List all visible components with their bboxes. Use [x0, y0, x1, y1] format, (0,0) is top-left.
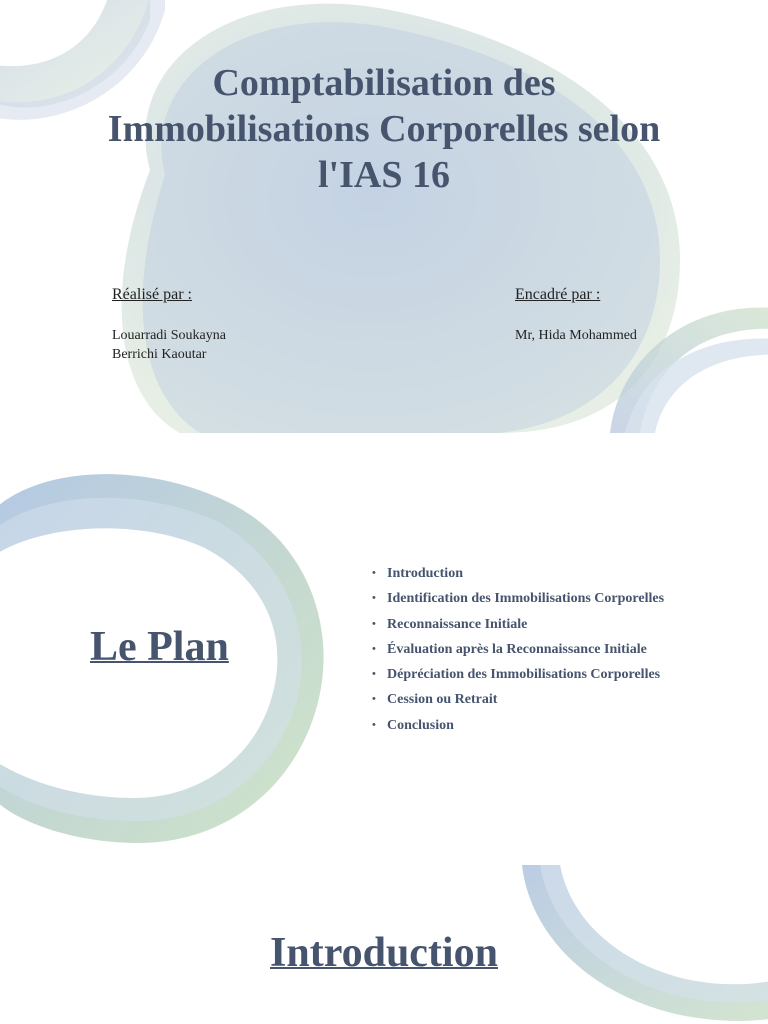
- slide-title-page: [0, 0, 768, 433]
- bullet-icon: •: [372, 718, 376, 731]
- bullet-icon: •: [372, 567, 376, 579]
- authors-label: Réalisé par :: [112, 286, 192, 303]
- introduction-title: Introduction: [270, 930, 498, 976]
- authors-list: [112, 326, 226, 364]
- author-name: Berrichi Kaoutar: [112, 347, 207, 362]
- plan-item-label: Cession ou Retrait: [387, 692, 498, 708]
- plan-item: [372, 586, 664, 611]
- title-line: Comptabilisation des: [212, 62, 556, 104]
- bullet-icon: •: [372, 693, 376, 706]
- bullet-icon: •: [372, 642, 376, 655]
- plan-item: [372, 561, 664, 586]
- plan-item-label: Conclusion: [387, 717, 454, 733]
- plan-item-label: Reconnaissance Initiale: [387, 616, 528, 632]
- supervisor-list: [515, 326, 637, 345]
- bullet-icon: •: [372, 592, 376, 605]
- author-name: Louarradi Soukayna: [112, 328, 226, 343]
- plan-item-label: Introduction: [387, 566, 463, 581]
- plan-item-label: Évaluation après la Reconnaissance Initiale: [387, 641, 647, 657]
- plan-item: [372, 713, 664, 738]
- plan-item: [372, 612, 664, 637]
- slide-plan: [0, 433, 768, 865]
- title-line: l'IAS 16: [318, 154, 450, 196]
- plan-item: [372, 662, 664, 687]
- slide-introduction: [0, 865, 768, 1024]
- plan-title: Le Plan: [90, 624, 229, 670]
- bullet-icon: •: [372, 617, 376, 630]
- plan-item-label: Dépréciation des Immobilisations Corporelles: [387, 667, 661, 683]
- supervisor-label: Encadré par :: [515, 286, 601, 303]
- presentation-title: [40, 60, 728, 198]
- bullet-icon: •: [372, 668, 376, 681]
- plan-item-label: Identification des Immobilisations Corporelles: [387, 591, 665, 607]
- plan-list: [372, 561, 664, 738]
- supervisor-name: Mr, Hida Mohammed: [515, 328, 637, 343]
- title-line: Immobilisations Corporelles selon: [107, 108, 661, 150]
- plan-item: [372, 637, 664, 662]
- plan-item: [372, 687, 664, 712]
